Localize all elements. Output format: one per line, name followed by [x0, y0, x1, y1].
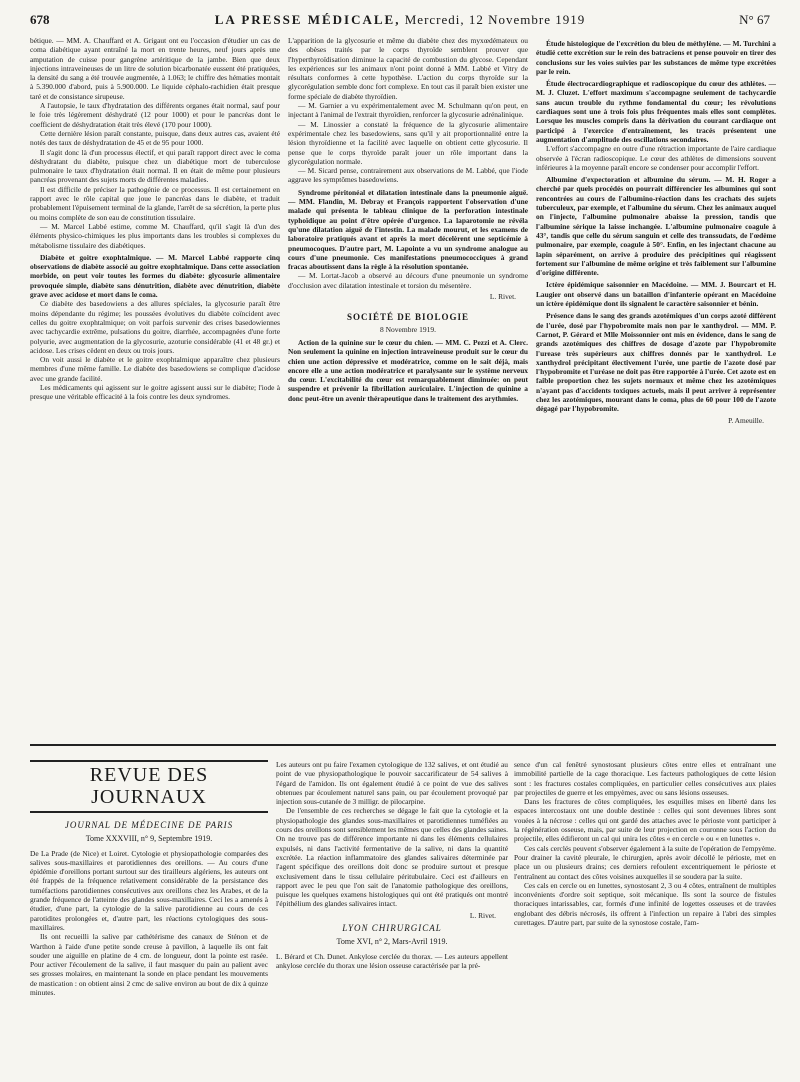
paragraph: Présence dans le sang des grands azotémiques d'un corps azoté différent de l'urée, dosé par l'hypobromite mais non par le xanthydrol. — MM. P. Carnot, P. Gérard et Mlle Moissonnier ont mis en évidence, dans le sang de grands azotémiques des chiffres de dosage d'azote par l'hypobromite l'urease très supérieurs aux chiffres donnés par le xanthydrol. Le xanthydrol précipitant électivement l'urée, une partie de l'azote dosé par l'hypobromite et l'uréase ne doit pas être rapportée à l'urée. Cet azote est en faible proportion chez les sujets normaux et même chez les azotémiques n'ayant pas d'accidents toxiques actuels, mais il peut arriver à représenter chez les azotémiques, mourant dans le coma, plus de 60 pour 100 de l'azote dégagé par l'hypobromite.: [536, 311, 776, 414]
paragraph: Dans les fractures de côtes compliquées, les esquilles mises en liberté dans les espaces intercostaux ont une double destinée : celles qui sont devenues libres sont vouées à la nécrose : celles qui ont gardé des attaches avec le périoste vont participer à la régénération osseuse, mais, par suite de leur projection en couronne sous l'action du projectile, elles édifieront un cal qui unira les côtes « en cercle » ou « en lunettes ».: [514, 797, 776, 844]
paragraph: — M. Sicard pense, contrairement aux observations de M. Labbé, que l'iode aggrave les symptômes basedowiens.: [288, 166, 528, 185]
paragraph: Étude électrocardiographique et radioscopique du cœur des athlètes. — M. J. Cluzet. L'effort maximum s'accompagne seulement de tachycardie sans aucun trouble du rythme fondamental du cœur; les révolutions cardiaques sont une à trois fois plus fréquentes mais elles sont complètes. Lorsque les muscles compris dans la dérivation du courant cardiaque ont participé à l'exercice d'entraînement, les tracés présentent une augmentation d'amplitude des oscillations secondaires.: [536, 79, 776, 144]
paragraph: Ils ont recueilli la salive par cathétérisme des canaux de Sténon et de Warthon à l'aide d'une petite sonde creuse à pavillon, à laquelle ils ont fait souder une aiguille en platine de 4 cm. de longueur, dont la pointe est rasée. Pour activer l'écoulement de la salive, il faut masquer du pain au palient avec ses grosses molaires, en maintenant la sonde en place pendant les mouvements de mastication : on obtient ainsi 2 cmc de salive environ au bout de dix à quinze minutes.: [30, 932, 268, 998]
issue-number: N° 67: [739, 12, 770, 27]
paragraph: Il est difficile de préciser la pathogénie de ce processus. Il est certainement en rapport avec le rôle capital que joue le pancréas dans le diabète, et traduit probablement l'épuisement terminal de la glande, l'arrêt de sa sécrétion, la perte plus ou moins complète de son eau de constitution tissulaire.: [30, 184, 280, 222]
column-2: [288, 36, 528, 742]
signature: L. Rivet.: [489, 292, 516, 302]
paragraph: — M. Marcel Labbé estime, comme M. Chauffard, qu'il s'agit là d'un des éléments physico-chimiques les plus importants dans les troubles si complexes du métabolisme tissulaire des diabétiques.: [30, 221, 280, 250]
paragraph: — M. Linossier a constaté la fréquence de la glycosurie alimentaire expérimentale chez les basedowiens, sans qu'il y ait proportionnalité entre la lésion thyroïdienne et la facilité avec laquelle on obtient cette glycosurie. Il pense que le corps thyroïde paraît jouer un rôle important dans la glycorégulation normale.: [288, 119, 528, 166]
page-number: 678: [30, 12, 50, 27]
page-header: [30, 12, 770, 34]
paragraph: Ces cals cerclés peuvent s'observer également à la suite de l'opération de l'empyème. Pour drainer la cavité pleurale, le chirurgien, après avoir décollé le périoste, met en place un ou plusieurs drains; ces derniers refoulent excentriquement le périoste et l'entraînent au contact des côtes voisines auxquelles il se soudera par la suite.: [514, 843, 776, 881]
society-heading: SOCIÉTÉ DE BIOLOGIE: [346, 312, 470, 323]
paragraph: L'apparition de la glycosurie et même du diabète chez des myxœdémateux ou des obèses traités par le corps thyroïde semblent prouver que l'hyperthyroïdisation diminue la capacité de combustion du glycose. Cependant les expériences sur les animaux n'ont point donné à MM. Labbé et Vitry de résultats conformes à cette hypothèse. L'action du corps thyroïde sur la glycorégulation semble donc fort complexe. En tout cas il paraît bien exister une forme spéciale de diabète thyroïdien.: [288, 36, 528, 101]
paragraph: Ce diabète des basedowiens a des allures spéciales, la glycosurie paraît être moins dépendante du régime; les poussées évolutives du diabète coïncident avec celles du goitre exophtalmique; on voit parfois survenir des crises basedowiennes avec tachycardie extrême, pulsations du goitre, diarrhée, accompagnées d'une forte polyurie, avec augmentation de la glycosurie, azoturie considérable (41 et 48 gr.) et acidose. Les crises cèdent en deux ou trois jours.: [30, 299, 280, 355]
journal-title: JOURNAL DE MÉDECINE DE PARIS: [64, 820, 234, 830]
revue-column-1: [30, 758, 268, 1070]
paragraph: De La Prade (de Nice) et Loiret. Cytologie et physiopathologie comparées des salives sous-maxillaires et parotidiennes des oreillons. — Au cours d'une épidémie d'oreillons portant surtout sur des tirailleurs algériens, les auteurs ont été frappés de la fréquence relativement considérable de la persistance des tuméfactions parotidiennes consécutives aux oreillons chez les Arabes, et de la grande fréquence de l'atteinte des glandes sous-maxillaires. Ceci les a amenés à étudier, d'une part, la cytologie de la salive parotidienne au cours de ces parotidites prolongées et, d'autre part, les réactions cytologiques des sous-maxillaires.: [30, 848, 268, 932]
column-3: [536, 36, 776, 742]
paragraph: On voit aussi le diabète et le goitre exophtalmique apparaître chez plusieurs membres d'une même famille. Le diabète des basedowiens se complique d'acidose avec une grande facilité.: [30, 355, 280, 383]
paragraph: — M. Lortat-Jacob a observé au décours d'une pneumonie un syndrome d'occlusion avec dilatation intestinale et torsion du mésentère.: [288, 271, 528, 290]
column-1: [30, 36, 280, 742]
journal-name: LA PRESSE MÉDICALE,: [214, 12, 401, 27]
signature: L. Rivet.: [469, 910, 496, 920]
paragraph: Action de la quinine sur le cœur du chien. — MM. C. Pezzi et A. Clerc. Non seulement la quinine en injection intraveineuse produit sur le cœur du chien une action dépressive et modératrice, comme on le sait déjà, mais encore elle a une action modératrice et paralysante sur le système nerveux du cœur. L'excitabilité du cœur est remarquablement diminuée: on peut suspendre et prévenir la fibrillation auriculaire. L'injection de quinine a donc peut-être un avenir thérapeutique dans le traitement des arythmies.: [288, 337, 528, 403]
section-divider: [30, 744, 776, 746]
signature: P. Ameuille.: [728, 415, 764, 425]
revue-column-3: [514, 760, 776, 1072]
revue-column-2: [276, 760, 508, 1072]
paragraph: Étude histologique de l'excrétion du bleu de méthylène. — M. Turchini a étudié cette excrétion sur le rein des batraciens et pense pouvoir en tirer des conclusions sur les voies suivies par les substances de même type excrétées par le rein.: [536, 39, 776, 76]
paragraph: bétique. — MM. A. Chauffard et A. Grigaut ont eu l'occasion d'étudier un cas de coma diabétique ayant entraîné la mort en trente heures, neuf jours après une amputation de cuisse pour gangrène artéritique de la jambe. Bien que deux injections intraveineuses de un litre de solution bicarbonatée eussent été pratiquées, la densité du sang a été trouvée augmentée, à 1.063; le chiffre des hématies montait à 5.390.000 d'abord, puis à 5.900.000. Le liquide céphalo-rachidien était presque taré et de consistance sirupeuse.: [30, 36, 280, 101]
issue-date: Mercredi, 12 Novembre 1919: [404, 12, 586, 27]
paragraph: — M. Garnier a vu expérimentalement avec M. Schulmann qu'on peut, en injectant à l'animal de l'extrait thyroïdien, renforcer la glycosurie adrénalinique.: [288, 101, 528, 120]
paragraph: Diabète et goitre exophtalmique. — M. Marcel Labbé rapporte cinq observations de diabète associé au goitre exophtalmique. Dans cette association morbide, on peut voir toutes les formes du diabète: glycosurie alimentaire provoquée simple, diabète sans dénutrition, diabète avec dénutrition, diabète grave avec acidose et mort dans le coma.: [30, 252, 280, 300]
paragraph: L'effort s'accompagne en outre d'une rétraction importante de l'aire cardiaque observée à l'écran radioscopique. Le cœur des athlètes de dimensions souvent inférieures à la moyenne paraît encore se condenser pour accomplir l'effort.: [536, 144, 776, 172]
paragraph: Il s'agit donc là d'un processus électif, et qui paraît rapport direct avec le coma déshydratant du diabète, puisque chez un diabétique mort de tuberculose pulmonaire le taux d'hydratation était normal. Il en était de même pour plusieurs pancréas provenant des sujets morts de différentes maladies.: [30, 147, 280, 185]
paragraph: Les auteurs ont pu faire l'examen cytologique de 132 salives, et ont étudié au point de vue physiopathologique le pouvoir saccarificateur de 54 salives à l'égard de l'amidon. Ils ont également étudié à ce point de vue des salives obtenues par écoulement naturel sans pain, ou par écoulement provoqué par injection sous-cutanée de 3 milligr. de pilocarpine.: [276, 760, 508, 807]
journal-masthead: [30, 12, 770, 28]
journal-issue: Tome XXXVIII, n° 9, Septembre 1919.: [85, 834, 213, 844]
paragraph: Ces cals en cercle ou en lunettes, synostosant 2, 3 ou 4 côtes, entraînent de multiples inconvénients d'ordre soit septique, soit mécanique. Ils sont la source de fistules thoraciques intarissables, car, formés d'une infinité de logettes osseuses et de travées englobant des débris nécrosés, ils offrent à l'infection un repaire à l'abri des simples curettages. D'autre part, par suite de la synostose costale, l'am-: [514, 880, 776, 928]
paragraph: De l'ensemble de ces recherches se dégage le fait que la cytologie et la physiopathologie des glandes sous-maxillaires et parotidiennes tuméfiées au cours des oreillons sont sensiblement les mêmes que celles des glandes saines. On ne trouve pas de différence importante ni dans les éléments cellulaires expulsés, ni dans l'activité fermentative de la salive, ni dans la quantité excrétée. La réaction inflammatoire des glandes salivaires déterminée par l'agent spécifique des oreillons doit donc se produire surtout et presque exclusivement dans le tissu cellulaire péritubulaire. Ceci est d'ailleurs en rapport avec le peu que l'on sait de l'anatomie pathologique des oreillons, puisque les quelques examens histologiques qui ont été pratiqués ont montré l'épithélium des glandes salivaires intact.: [276, 806, 508, 909]
society-date: 8 Novembre 1919.: [379, 324, 437, 334]
paragraph: sence d'un cal fenêtré synostosant plusieurs côtes entre elles et entraînant une immobilité partielle de la cage thoracique. Les facteurs pathologiques de cette lésion sont : les fractures costales compliquées, en particulier celles consécutives aux plaies par projectiles de guerre et les empyèmes, avec ou sans lésions osseuses.: [514, 760, 776, 797]
paragraph: L. Bérard et Ch. Dunet. Ankylose cerclée du thorax. — Les auteurs appellent ankylose cerclée du thorax une lésion osseuse caractérisée par la pré-: [276, 951, 508, 970]
paragraph: Les médicaments qui agissent sur le goitre agissent aussi sur le diabète; l'iode à presque une véritable efficacité à la fois contre les deux syndromes.: [30, 382, 280, 402]
paragraph: Ictère épidémique saisonnier en Macédoine. — MM. J. Bourcart et H. Laugier ont observé dans un bataillon d'infanterie opérant en Macédoine un ictère épidémique dont ils signalent le caractère saisonnier et bénin.: [536, 280, 776, 309]
journal-title: LYON CHIRURGICAL: [342, 923, 442, 934]
journal-issue: Tome XVI, n° 2, Mars-Avril 1919.: [336, 937, 448, 947]
paragraph: A l'autopsie, le taux d'hydratation des différents organes était normal, sauf pour le foie très légèrement déshydraté (12 pour 1000) et pour le pancréas dont le coefficient de déshydratation était très élevé (170 pour 1000).: [30, 101, 280, 129]
section-title: REVUE DES JOURNAUX: [30, 760, 268, 813]
paragraph: Syndrome péritonéal et dilatation intestinale dans la pneumonie aiguë. — MM. Flandin, M. Debray et François rapportent l'observation d'une malade qui présenta le tableau clinique de la perforation intestinale typhoïdique au point d'être opérée d'urgence. La laparotomie ne révéla qu'une dilatation aiguë de l'intestin. La malade mourut, et les examens de laboratoire pratiqués avant et après la mort décelèrent une septicémie à pneumocoques. D'autre part, M. Lapointe a vu un syndrome analogue au cours d'une pneumonie. Ces manifestations pneumococciques à grand fracas aboutissent dans la règle à la résolution spontanée.: [288, 187, 528, 272]
paragraph: Albumine d'expectoration et albumine du sérum. — M. H. Roger a cherché par quels procédés on pourrait différencier les albumines qui sont rencontrées au cours de l'albumino-réaction dans les crachats des sujets tuberculeux, par exemple, et l'albumine du sérum. Chez les animaux auquel on l'injecte, l'albumine pulmonaire abaisse la pression, tandis que l'albumine sérique la laisse inchangée. L'albumine pulmonaire coagule à 43°, tandis que celle du sérum sanguin et celle des transsudats, de l'œdème pulmonaire, par exemple, coagule à 50°. Enfin, en les injectant chacune au lapin séparément, on arrive à produire des précipitines qui réagissent fortement sur l'albumine de même origine et très faiblement sur l'albumine d'origine différente.: [536, 175, 776, 278]
paragraph: Cette dernière lésion paraît constante, puisque, dans deux autres cas, avaient été notés des taux de déshydratation de 45 et de 95 pour 1000.: [30, 128, 280, 148]
